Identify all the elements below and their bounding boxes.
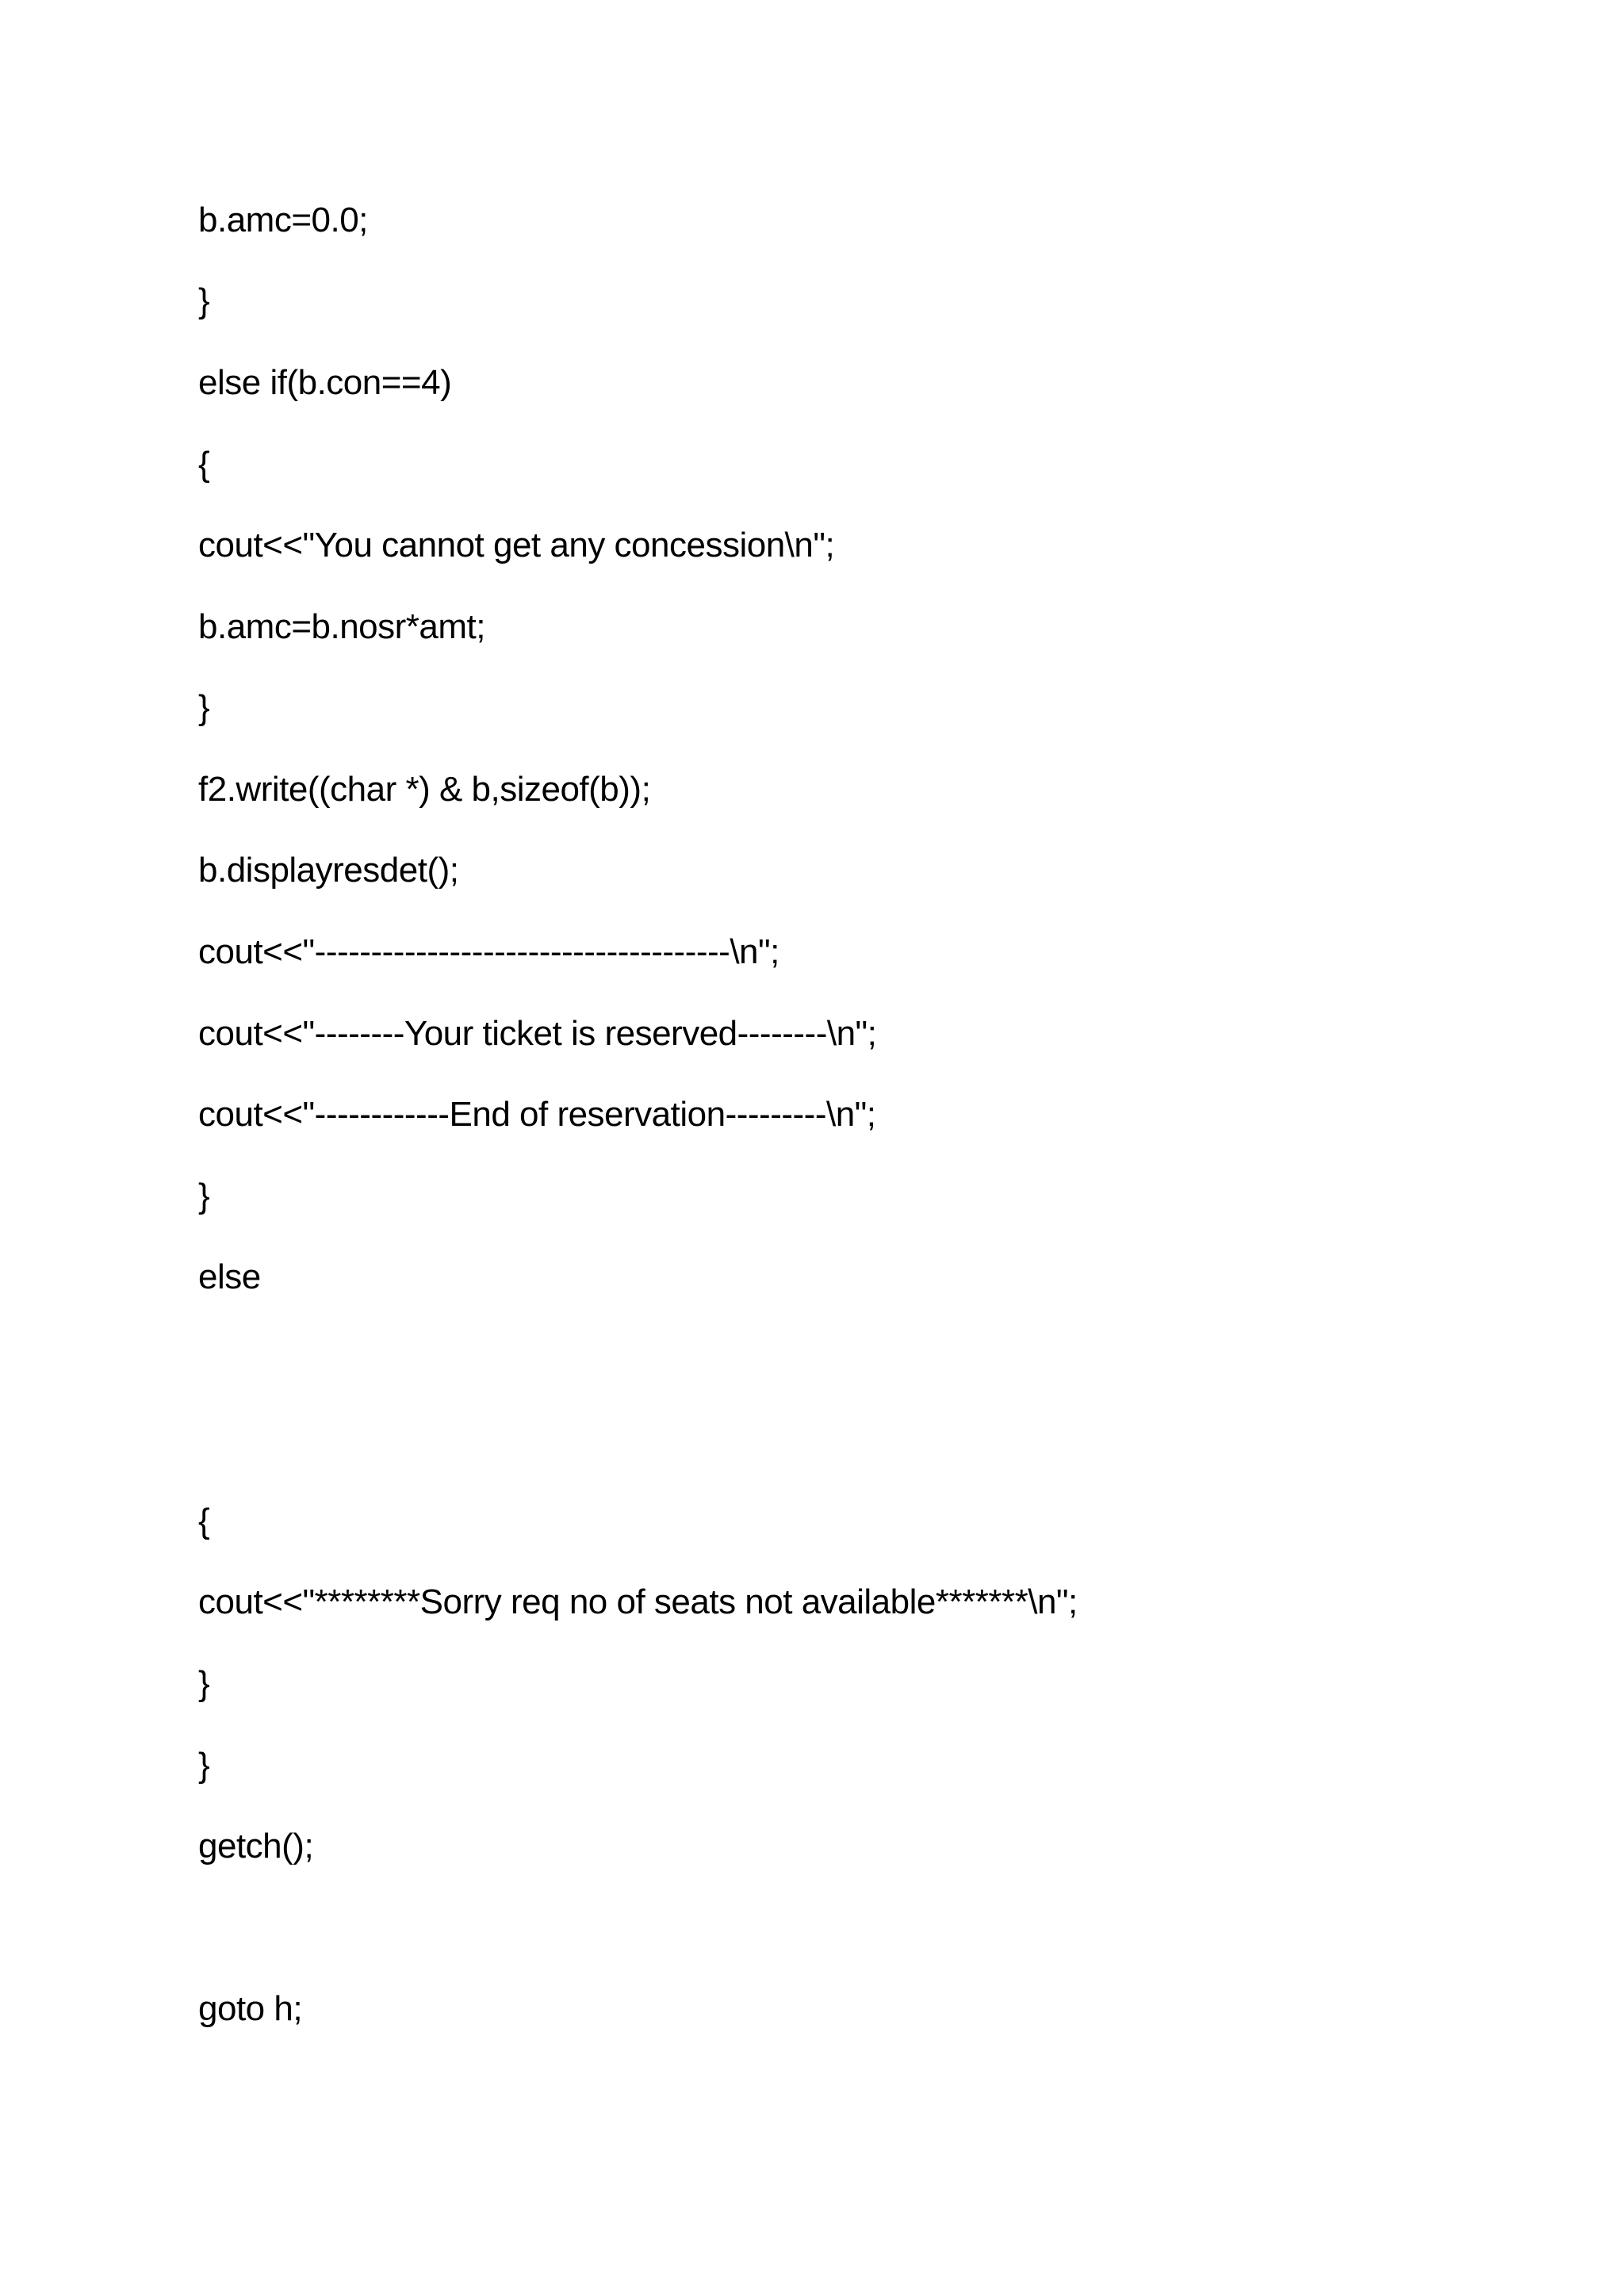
code-line: }: [198, 688, 210, 727]
code-line: }: [198, 281, 210, 320]
code-line: else if(b.con==4): [198, 363, 452, 402]
code-line: b.displayresdet();: [198, 851, 459, 890]
code-line: {: [198, 445, 210, 484]
code-line: }: [198, 1746, 210, 1785]
code-line: b.amc=b.nosr*amt;: [198, 607, 485, 646]
code-line: getch();: [198, 1827, 314, 1866]
code-line: cout<<"********Sorry req no of seats not available*******\n";: [198, 1582, 1078, 1621]
code-line: else: [198, 1257, 261, 1296]
code-line: {: [198, 1502, 210, 1540]
code-line: f2.write((char *) & b,sizeof(b));: [198, 770, 651, 809]
code-line: cout<<"You cannot get any concession\n";: [198, 526, 835, 564]
code-line: cout<<"--------Your ticket is reserved--------\n";: [198, 1014, 877, 1053]
code-line: cout<<"-------------------------------------\n";: [198, 932, 779, 971]
code-line: }: [198, 1177, 210, 1215]
code-line: goto h;: [198, 1989, 303, 2028]
code-line: b.amc=0.0;: [198, 201, 368, 239]
code-line: }: [198, 1664, 210, 1703]
code-line: cout<<"------------End of reservation---------\n";: [198, 1095, 876, 1134]
